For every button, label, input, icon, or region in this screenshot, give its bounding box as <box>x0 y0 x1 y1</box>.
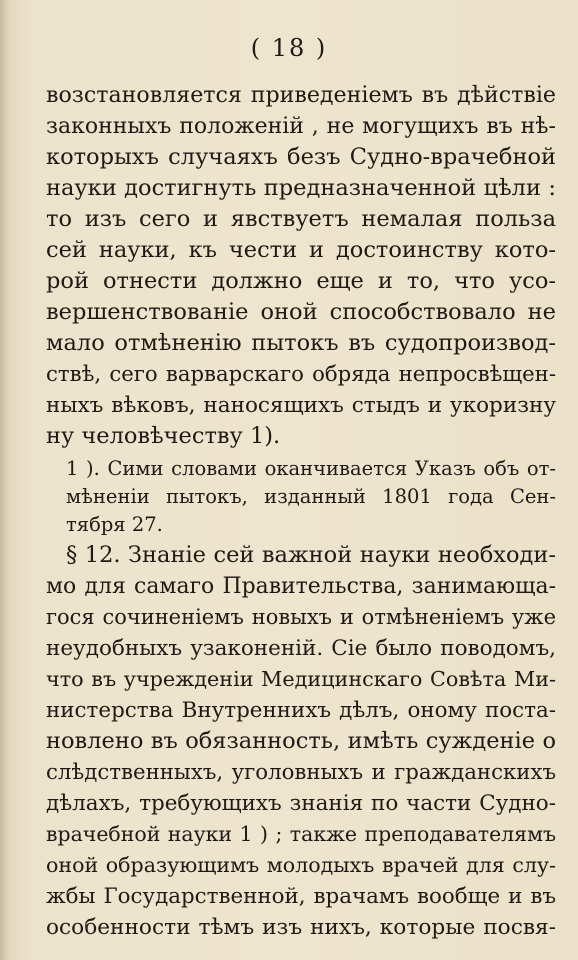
text-line: ныхъ вѣковъ, наносящихъ стыдъ и укоризну <box>46 393 556 418</box>
text-line: неудобныхъ узаконенiй. Сiе было поводомъ, <box>46 636 556 661</box>
section-heading-line: § 12. Знанiе сей важной науки необходи- <box>66 542 556 568</box>
footnote-line: мѣненiи пытокъ, изданный 1801 года Сен- <box>66 485 556 508</box>
text-line: оной образующимъ молодыхъ врачей для слу- <box>46 853 556 877</box>
text-line: то изъ сего и явствуетъ немалая польза <box>46 206 556 232</box>
text-line: что въ учрежденiи Медицинскаго Совѣта Ми- <box>46 667 556 691</box>
text-line: возстановляется приведенiемъ въ дѣйствiе <box>46 82 556 108</box>
text-line: особенности тѣмъ изъ нихъ, которые посвя- <box>46 915 556 940</box>
page-number: ( 18 ) <box>250 34 328 62</box>
text-line: мало отмѣненiю пытокъ въ судопроизвод- <box>46 330 556 356</box>
text-line: гося сочиненiемъ новыхъ и отмѣненiемъ уже <box>46 605 556 629</box>
text-line: ну человѣчеству 1). <box>46 423 281 449</box>
text-line: вершенствованiе оной способствовало не <box>46 299 556 325</box>
text-line: которыхъ случаяхъ безъ Судно-врачебной <box>46 144 556 170</box>
text-line: новлено въ обязанность, имѣть сужденiе о <box>46 728 556 754</box>
footnote <box>66 455 556 539</box>
text-line: слѣдственныхъ, уголовныхъ и гражданскихъ <box>46 760 556 785</box>
text-line: нистерства Внутреннихъ дѣлъ, оному поста- <box>46 698 556 723</box>
footnote-line: 1 ). Сими словами оканчивается Указъ объ от- <box>66 457 556 480</box>
text-line: жбы Государственной, врачамъ вообще и въ <box>46 884 556 909</box>
text-line: дѣлахъ, требующихъ знанiя по части Судно- <box>46 791 556 816</box>
text-line: врачебной науки 1 ) ; также преподавателямъ <box>46 822 556 846</box>
text-line: ствѣ, сего варварскаго обряда непросвѣщен- <box>46 362 556 387</box>
text-line: мо для самаго Правительства, занимающа- <box>46 574 556 599</box>
paragraph-1 <box>46 80 556 452</box>
text-line: рой отнести должно еще и то, что усо- <box>46 268 556 294</box>
paragraph-2 <box>46 540 556 943</box>
text-line: законныхъ положенiй , не могущихъ въ нѣ- <box>46 114 556 139</box>
footnote-line: тября 27. <box>66 513 163 536</box>
text-line: науки достигнуть предназначенной цѣли : <box>46 175 556 201</box>
text-line: сей науки, къ чести и достоинству кото- <box>46 237 556 263</box>
